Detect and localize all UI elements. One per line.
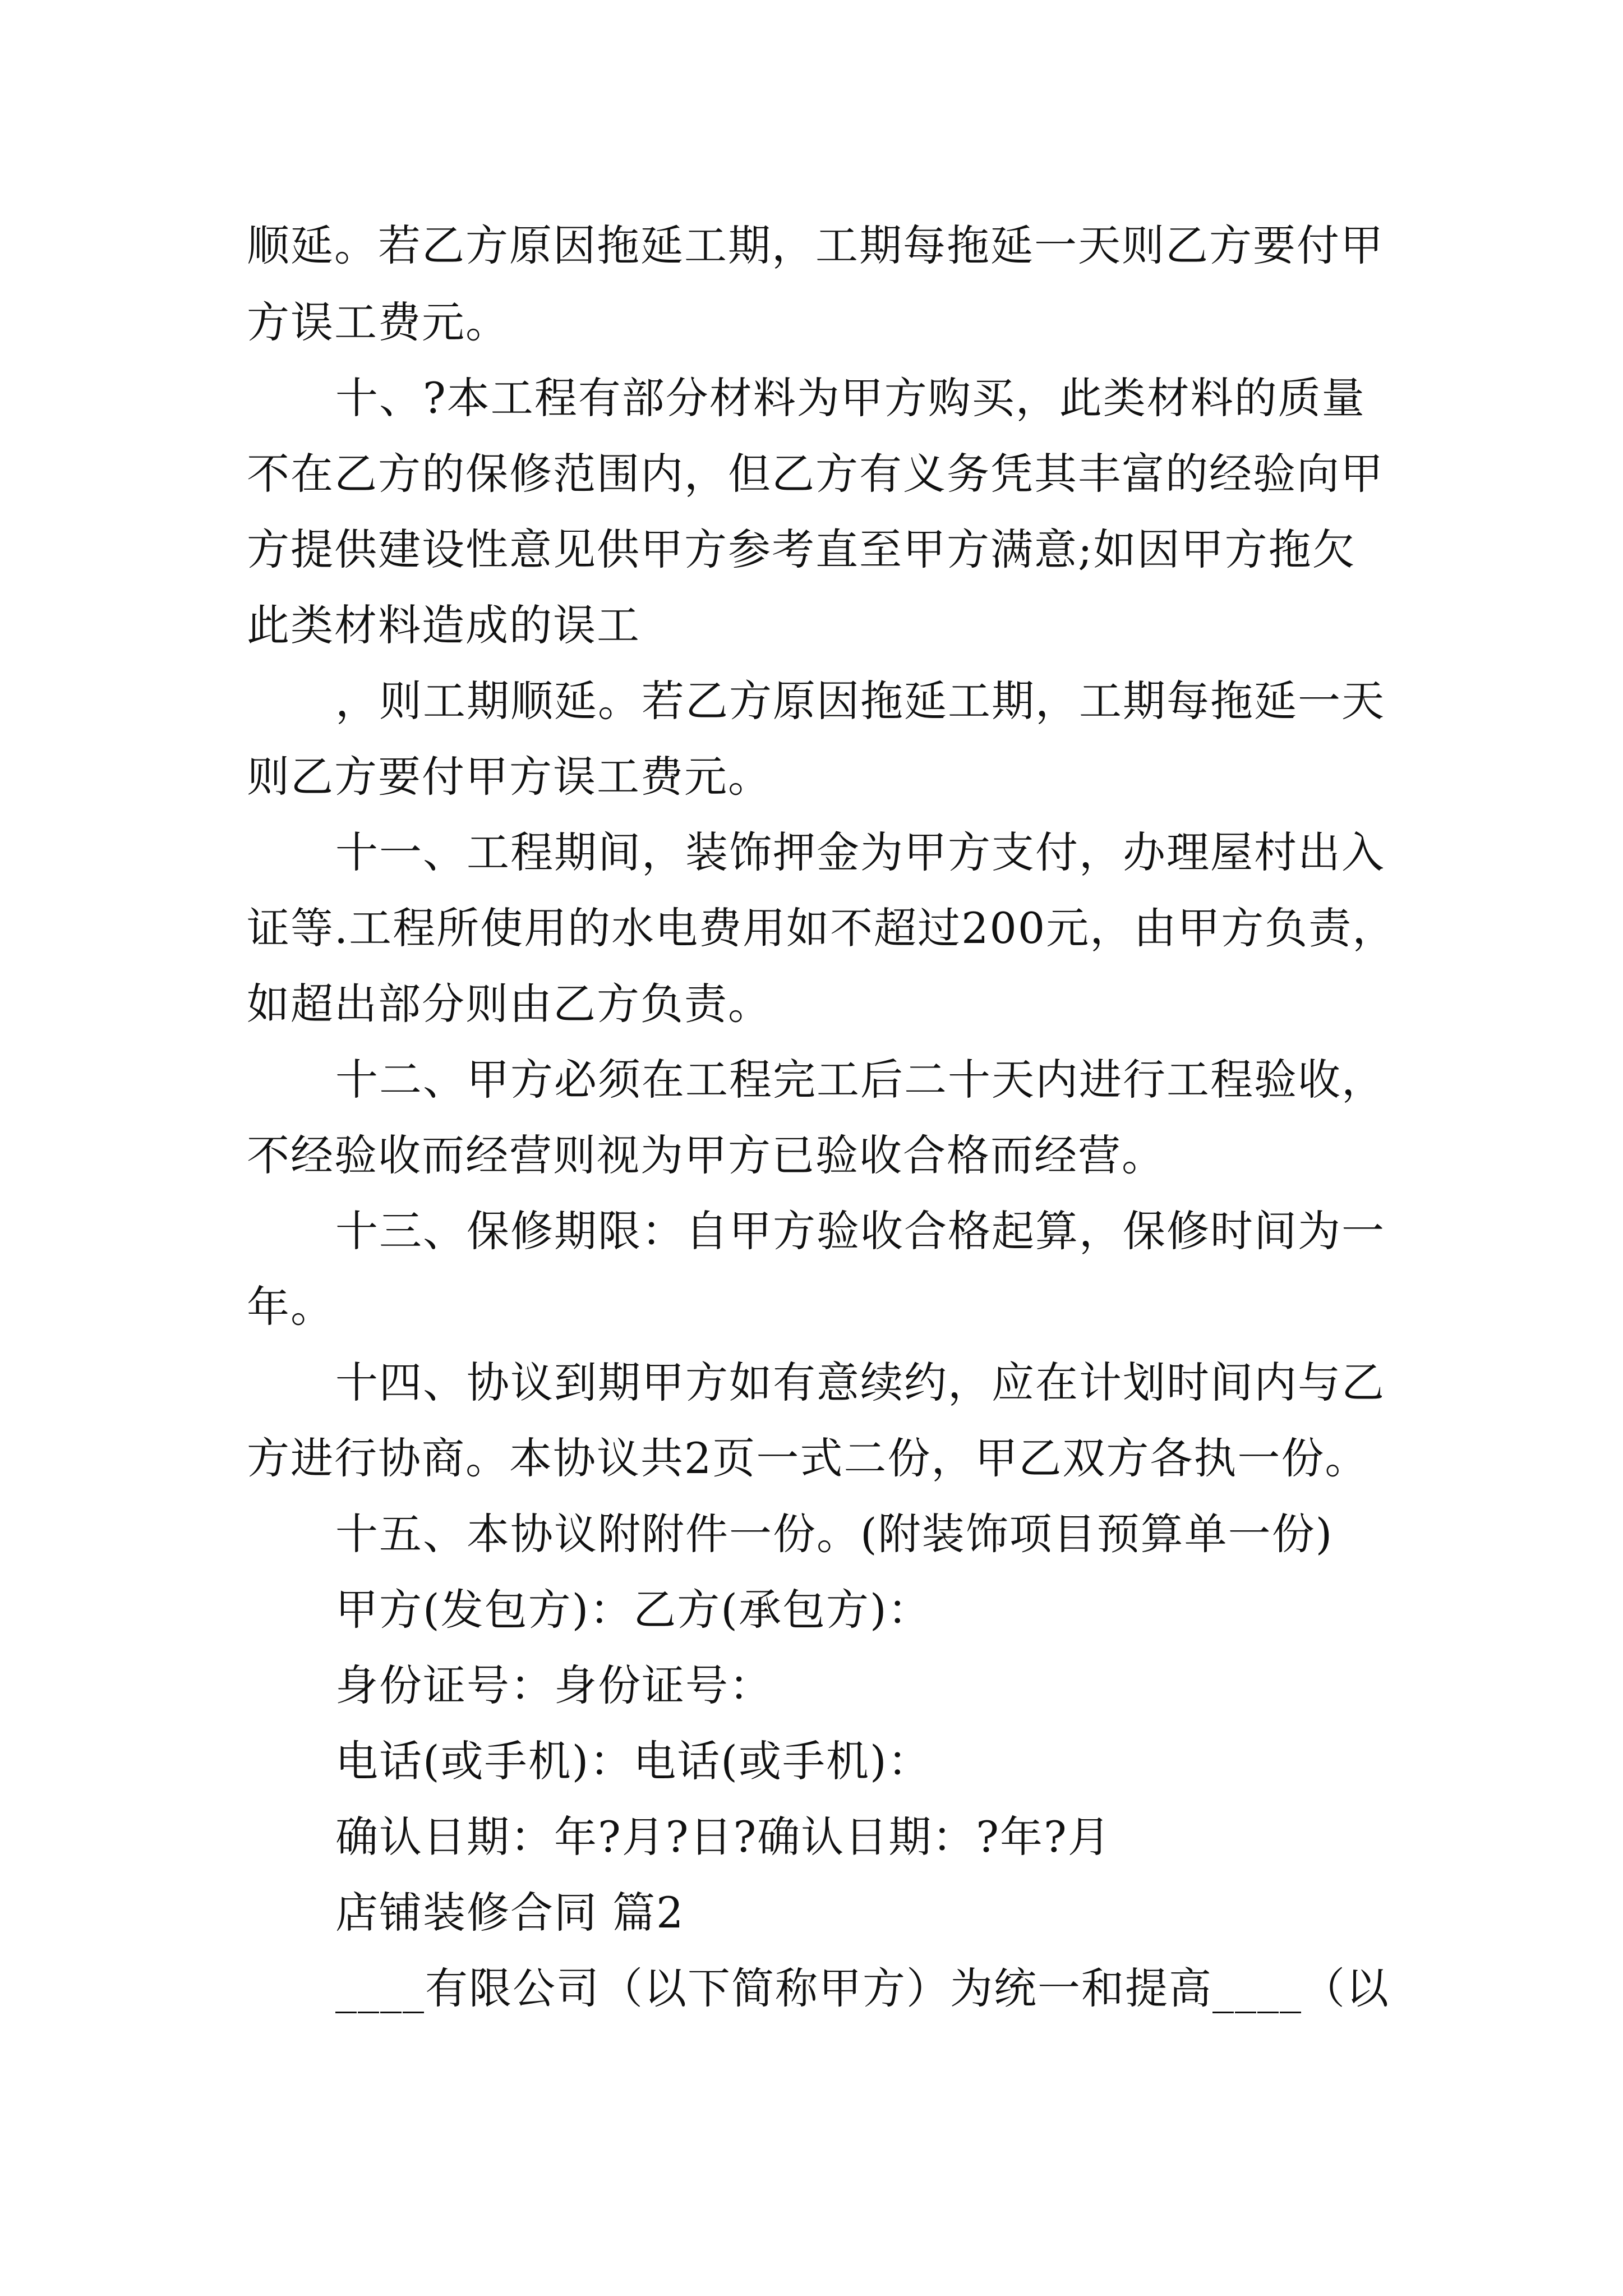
paragraph-clause-10: 十、?本工程有部分材料为甲方购买，此类材料的质量	[335, 373, 1366, 423]
text-line: 证等.工程所使用的水电费用如不超过200元，由甲方负责，	[247, 903, 1396, 953]
confirm-date-line: 确认日期：年?月?日?确认日期：?年?月	[335, 1812, 1112, 1862]
text-line: 不在乙方的保修范围内，但乙方有义务凭其丰富的经验向甲	[247, 449, 1384, 499]
text-line: 则乙方要付甲方误工费元。	[247, 752, 772, 802]
text-line: 方误工费元。	[247, 297, 509, 347]
text-line: 方提供建设性意见供甲方参考直至甲方满意;如因甲方拖欠	[247, 524, 1356, 574]
paragraph-intro: ____有限公司（以下简称甲方）为统一和提高____（以	[335, 1963, 1390, 2013]
text-line: 不经验收而经营则视为甲方已验收合格而经营。	[247, 1130, 1165, 1180]
text-line: 此类材料造成的误工	[247, 600, 640, 650]
party-names-line: 甲方(发包方)：乙方(承包方)：	[335, 1585, 932, 1635]
paragraph-clause-14: 十四、协议到期甲方如有意续约，应在计划时间内与乙	[335, 1358, 1385, 1407]
text-line: ，则工期顺延。若乙方原因拖延工期，工期每拖延一天	[335, 676, 1385, 726]
phone-line: 电话(或手机)：电话(或手机)：	[335, 1736, 932, 1786]
paragraph-clause-12: 十二、甲方必须在工程完工后二十天内进行工程验收，	[335, 1055, 1385, 1105]
paragraph-clause-13: 十三、保修期限：自甲方验收合格起算，保修时间为一	[335, 1206, 1385, 1256]
text-line: 方进行协商。本协议共2页一式二份，甲乙双方各执一份。	[247, 1433, 1369, 1483]
text-line: 如超出部分则由乙方负责。	[247, 979, 772, 1029]
text-line: 顺延。若乙方原因拖延工期，工期每拖延一天则乙方要付甲	[247, 220, 1384, 270]
id-number-line: 身份证号：身份证号：	[335, 1660, 773, 1710]
paragraph-clause-11: 十一、工程期间，装饰押金为甲方支付，办理屋村出入	[335, 827, 1385, 877]
paragraph-clause-15: 十五、本协议附附件一份。(附装饰项目预算单一份)	[335, 1509, 1334, 1559]
text-line: 年。	[247, 1282, 334, 1332]
section-heading: 店铺装修合同 篇2	[335, 1888, 685, 1938]
